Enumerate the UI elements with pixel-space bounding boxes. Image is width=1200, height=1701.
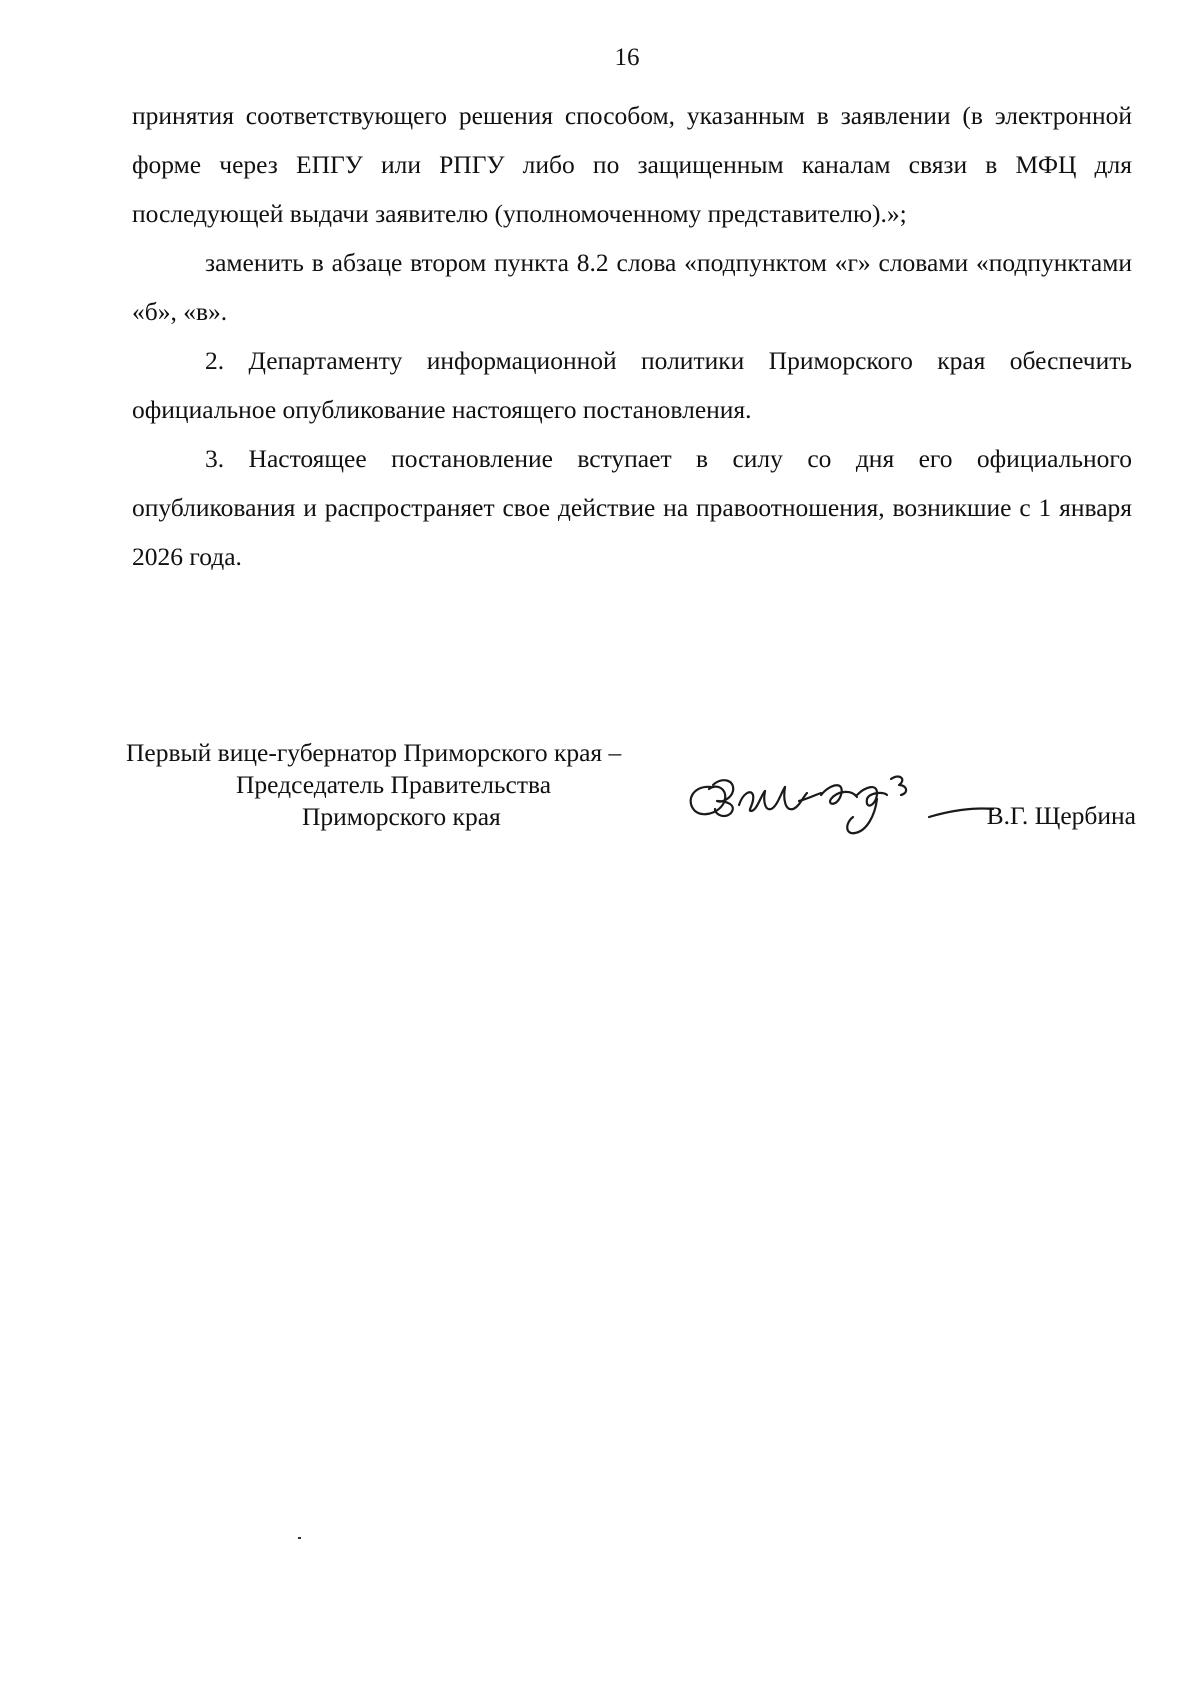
signatory-title bbox=[126, 737, 726, 833]
paragraph-amendment: заменить в абзаце втором пункта 8.2 слова «подпунктом «г» словами «подпунктами «б», «в». bbox=[132, 248, 1132, 326]
document-body bbox=[132, 91, 1132, 581]
signature-block bbox=[126, 737, 1136, 847]
paragraph-item-3: 3. Настоящее постановление вступает в силу со дня его официального опубликования и распространяет свое действие на правоотношения, возникшие с 1 января 2026 года. bbox=[132, 444, 1132, 571]
page-number: 16 bbox=[614, 44, 640, 71]
paragraph-item-2: 2. Департаменту информационной политики Приморского края обеспечить официальное опубликование настоящего постановления. bbox=[132, 346, 1132, 424]
signatory-title-line-3: Приморского края bbox=[302, 802, 501, 831]
scan-artifact bbox=[298, 1537, 301, 1539]
signatory-title-line-1: Первый вице-губернатор Приморского края – bbox=[126, 738, 622, 767]
signatory-name: В.Г. Щербина bbox=[986, 801, 1136, 830]
signatory-title-line-2: Председатель Правительства bbox=[236, 770, 552, 799]
paragraph-continuation: принятия соответствующего решения способом, указанным в заявлении (в электронной форме через ЕПГУ или РПГУ либо по защищенным каналам связи в МФЦ для последующей выдачи заявителю (уполномоченному представителю).»; bbox=[132, 101, 1132, 228]
